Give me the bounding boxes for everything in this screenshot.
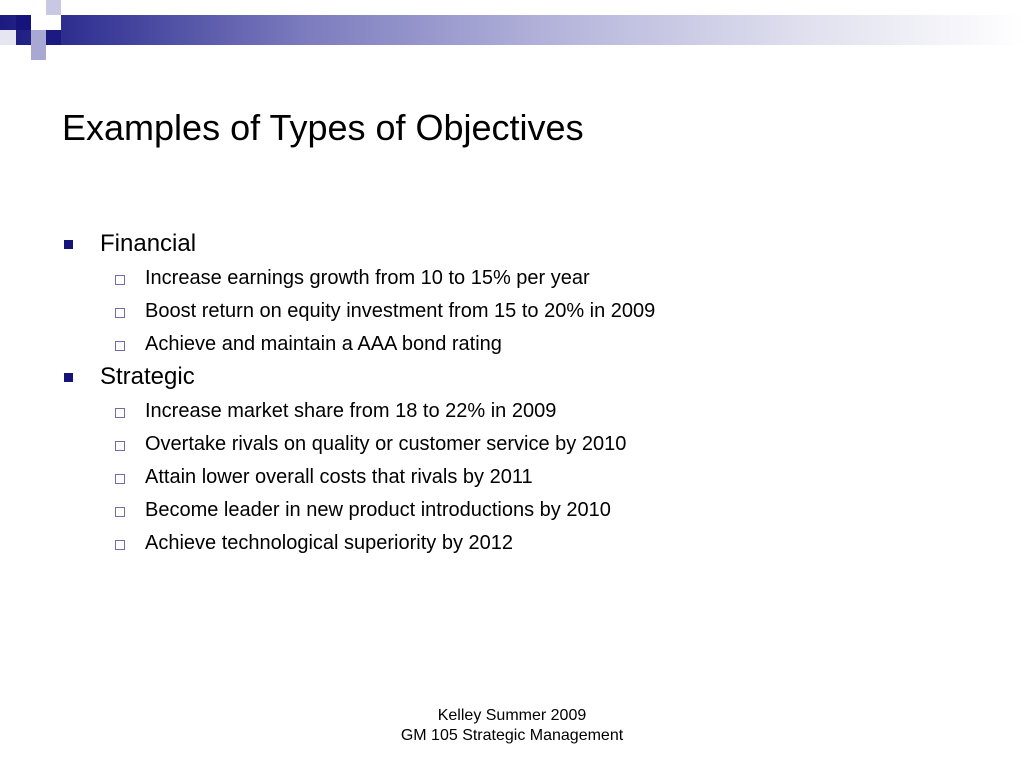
- footer-line-1: Kelley Summer 2009: [437, 707, 587, 724]
- bullet-label: Financial: [100, 230, 197, 257]
- bullet-strategic: [62, 359, 982, 393]
- decorative-square: [46, 0, 61, 15]
- sub-bullet-text: Achieve and maintain a AAA bond rating: [145, 333, 502, 355]
- top-gradient-band: [0, 15, 1024, 45]
- decorative-square: [31, 30, 46, 45]
- hollow-square-bullet-icon: [115, 507, 125, 517]
- decorative-square: [16, 15, 31, 30]
- bullet-financial: [62, 226, 982, 260]
- sub-bullet: [62, 326, 982, 359]
- sub-bullet-text: Attain lower overall costs that rivals by 2011: [145, 466, 533, 488]
- decorative-square: [0, 30, 16, 45]
- sub-bullet: [62, 426, 982, 459]
- slide-footer: [312, 706, 712, 746]
- decorative-square: [46, 30, 61, 45]
- hollow-square-bullet-icon: [115, 441, 125, 451]
- square-bullet-icon: [64, 240, 73, 249]
- sub-bullet: [62, 260, 982, 293]
- decorative-square: [31, 0, 46, 30]
- sub-bullet-text: Overtake rivals on quality or customer service by 2010: [145, 433, 627, 455]
- decorative-square: [46, 15, 61, 30]
- footer-line-2: GM 105 Strategic Management: [400, 727, 624, 744]
- sub-bullet-text: Achieve technological superiority by 2012: [145, 532, 513, 554]
- hollow-square-bullet-icon: [115, 341, 125, 351]
- bullet-list: [62, 226, 982, 558]
- sub-bullet-text: Become leader in new product introductions by 2010: [145, 499, 611, 521]
- hollow-square-bullet-icon: [115, 275, 125, 285]
- sub-bullet-text: Boost return on equity investment from 15 to 20% in 2009: [145, 300, 656, 322]
- hollow-square-bullet-icon: [115, 408, 125, 418]
- sub-bullet-text: Increase market share from 18 to 22% in 2009: [145, 400, 557, 422]
- sub-bullet: [62, 525, 982, 558]
- sub-bullet: [62, 393, 982, 426]
- sub-bullet: [62, 459, 982, 492]
- slide-title: Examples of Types of Objectives: [62, 107, 584, 148]
- square-bullet-icon: [64, 373, 73, 382]
- hollow-square-bullet-icon: [115, 474, 125, 484]
- sub-bullet: [62, 492, 982, 525]
- sub-bullet-text: Increase earnings growth from 10 to 15% per year: [145, 267, 590, 289]
- hollow-square-bullet-icon: [115, 308, 125, 318]
- bullet-label: Strategic: [100, 363, 195, 390]
- hollow-square-bullet-icon: [115, 540, 125, 550]
- sub-bullet: [62, 293, 982, 326]
- decorative-square: [31, 45, 46, 60]
